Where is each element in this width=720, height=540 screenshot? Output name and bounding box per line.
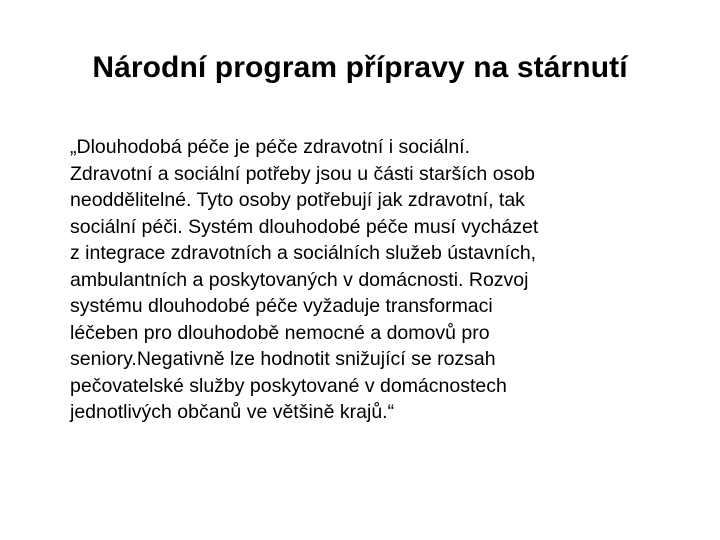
body-text-line: sociální péči. Systém dlouhodobé péče musí vycházet [70, 215, 539, 238]
body-text-line: z integrace zdravotních a sociálních služeb ústavních, [70, 242, 537, 264]
body-text-line: seniory.Negativně lze hodnotit snižující se rozsah [70, 348, 496, 370]
body-text-line: pečovatelské služby poskytované v domácnostech [70, 374, 507, 397]
body-text-line: jednotlivých občanů ve většině krajů.“ [70, 401, 395, 423]
body-text-line: ambulantních a poskytovaných v domácnosti. Rozvoj [70, 268, 529, 291]
body-text-line: systému dlouhodobé péče vyžaduje transformaci [70, 295, 493, 317]
body-text-line: léčeben pro dlouhodobě nemocné a domovů pro [70, 321, 490, 344]
slide-body-text [70, 134, 710, 426]
slide-title: Národní program přípravy na stárnutí [92, 51, 628, 84]
body-text-line: „Dlouhodobá péče je péče zdravotní i sociální. [70, 136, 470, 158]
body-text-line: neoddělitelné. Tyto osoby potřebují jak zdravotní, tak [70, 189, 525, 211]
body-text-line: Zdravotní a sociální potřeby jsou u části starších osob [70, 162, 535, 185]
